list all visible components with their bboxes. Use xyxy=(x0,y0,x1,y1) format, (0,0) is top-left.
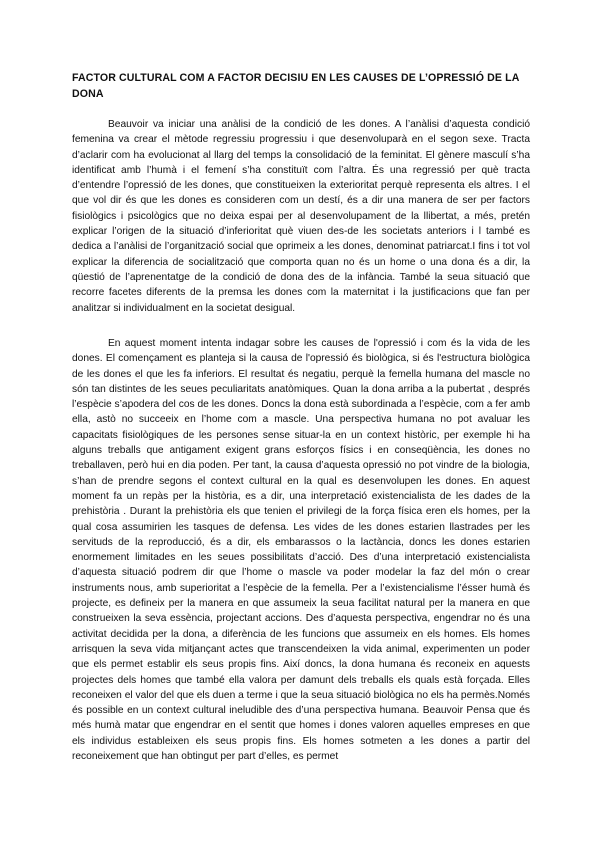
paragraph-1: Beauvoir va iniciar una anàlisi de la condició de les dones. A l’anàlisi d’aquesta condició femenina va crear el mètode regressiu progressiu i que desenvoluparà en el segon sexe. Tracta d’aclarir com ha evolucionat al llarg del temps la consolidació de la feminitat. El gènere masculí s’ha identificat amb l’humà i el femení s’ha constituït com l’altra. És una regressió per què tracta d’entendre l’opressió de les dones, que constitueixen la exterioritat perquè representa els altres. I el que vol dir és que les dones es consideren com un destí, és a dir una manera de ser per factors fisiològics i psicològics que no deixa espai per al desenvolupament de la llibertat, a més, pretén explicar l’origen de la situació d’inferioritat què viuen des-de les societats anteriors i l també es dedica a l’anàlisi de l’organització social que oprimeix a les dones, denominat patriarcat.I fins i tot vol explicar la diferencia de socialització que comporta quan no és un home o una dona és a dir, la qüestió de l’aprenentatge de la condició de dona des de la infància. També la seua situació que recorre facetes diferents de la premsa les dones com la maternitat i la justificacions que fan per analitzar si individualment en la societat desigual. xyxy=(72,119,530,314)
document-title: FACTOR CULTURAL COM A FACTOR DECISIU EN LES CAUSES DE L’OPRESSIÓ DE LA DONA xyxy=(72,72,520,100)
paragraph-2: En aquest moment intenta indagar sobre les causes de l'opressió i com és la vida de les dones. El començament es planteja si la causa de l'opressió és biològica, si és l'estructura biològica de les dones el que les fa inferiors. El resultat és negatiu, perquè la femella humana del mascle no són tan distintes de les seues peculiaritats anatòmiques. Quan la dona arriba a la pubertat , després l’espècie s’apodera del cos de les dones. Doncs la dona està subordinada a l’espècie, com a fer amb ella, astò no succeeix en l’home com a mascle. Una perspectiva humana no pot avaluar les capacitats fisiològiques de les persones sense situar-la en un context històric, per exemple hi ha alguns treballs que antigament exigent grans esforços físics i en conseqüència, les dones no treballaven, però hui en dia poden. Per tant, la causa d’aquesta opressió no pot vindre de la biologia, s’han de prendre segons el context cultural en la qual es desenvolupen les dones. En aquest moment fa un repàs per la història, es a dir, una interpretació existencialista de les dades de la prehistòria . Durant la prehistòria els que tenien el privilegi de la força física eren els homes, per la qual cosa assumirien les tasques de defensa. Les vides de les dones estarien llastrades per les servituds de la reproducció, és a dir, els embarassos o la lactància, doncs les dones estarien enormement limitades en les seues possibilitats d’acció. Des d’una interpretació existencialista d’aquesta situació podrem dir que l’home o mascle va poder modelar la faz del món o crear instruments nous, amb superioritat a l’espècie de la femella. Per a l’existencialisme l’ésser humà és projecte, es defineix per la manera en que assumeix la seua facilitat natural per la manera en que construeixen la seva essència, projectant accions. Des d’aquesta perspectiva, engendrar no és una activitat decidida per la dona, a diferència de les funcions que assumeix en els homes. Els homes arrisquen la seva vida mitjançant actes que transcendeixen la vida animal, experimenten un poder que els permet establir els seus propis fins. Així doncs, la dona humana és reconeix en aquests projectes dels homes que també ella valora per damunt dels treballs els quals està forçada. Elles reconeixen el valor del que els duen a terme i que la seua situació biològica no els ha permès.Només és possible en un context cultural ineludible des d’una perspectiva humana. Beauvoir Pensa que és més humà matar que engendrar en el sentit que homes i dones valoren aquelles empreses en que els individus estableixen els seus propis fins. Els homes sotmeten a les dones a partir del reconeixement que han obtingut per part d’elles, es permet xyxy=(72,338,530,763)
